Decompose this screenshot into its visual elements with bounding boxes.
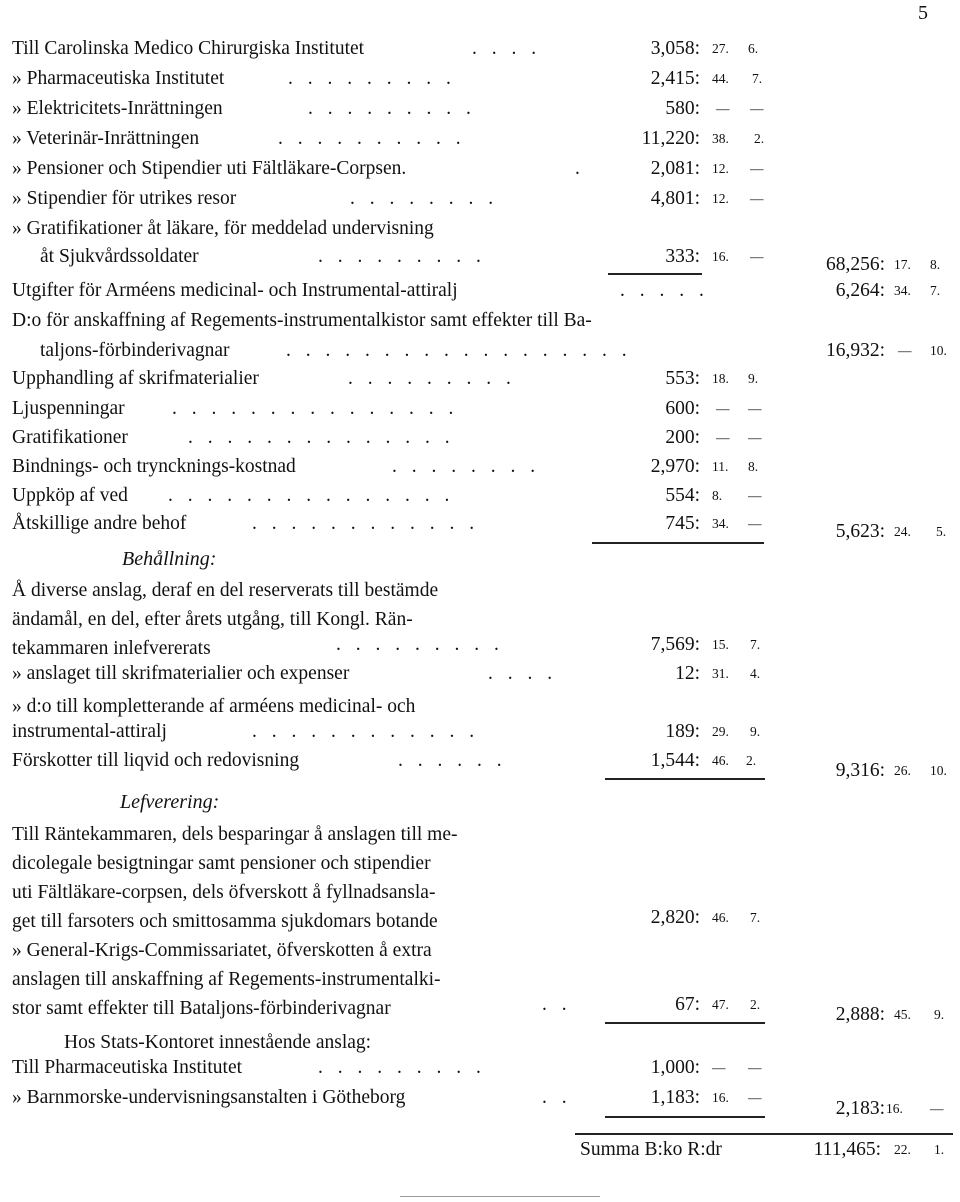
row-leader: .	[575, 158, 585, 179]
ledger-row	[0, 218, 960, 248]
total-skilling: 34.	[894, 283, 911, 298]
row-skilling: 27.	[712, 41, 729, 56]
total-runstycken: 5.	[936, 524, 947, 539]
total-runstycken: 10.	[930, 763, 947, 778]
ledger-row	[0, 398, 960, 428]
row-amount: 189:	[665, 721, 700, 742]
total-skilling: 45.	[894, 1007, 911, 1022]
row-label: Till Carolinska Medico Chirurgiska Institutet	[12, 38, 365, 59]
section-heading-lefverering: Lefverering:	[120, 791, 220, 813]
row-amount: 3,058:	[650, 38, 700, 59]
ledger-row	[0, 456, 960, 486]
row-runstycken: —	[748, 1060, 762, 1075]
row-leader: . . . . . . . . . . . . . . . . . .	[286, 340, 632, 361]
row-amount: 580:	[665, 98, 700, 119]
ledger-row	[0, 634, 960, 664]
row-amount: 2,415:	[650, 68, 700, 89]
row-amount: 1,183:	[650, 1087, 700, 1108]
row-skilling: —	[716, 401, 730, 416]
row-leader: . . . . . . . . .	[318, 1057, 486, 1078]
ledger-row	[0, 663, 960, 693]
row-amount: 1,000:	[650, 1057, 700, 1078]
row-amount: 12:	[675, 663, 700, 684]
row-label: Ljuspenningar	[12, 398, 125, 419]
row-leader: . .	[542, 994, 572, 1015]
ledger-row	[0, 340, 960, 370]
row-runstycken: —	[748, 401, 762, 416]
row-leader: . . . . . . . . . . . . . . .	[168, 485, 455, 506]
row-amount: 2,820:	[650, 907, 700, 928]
row-amount: 7,569:	[650, 634, 700, 655]
row-label: taljons-förbinderivagnar	[40, 340, 230, 361]
row-skilling: 38.	[712, 131, 729, 146]
row-skilling: 16.	[712, 1090, 729, 1105]
lefverering-line: Till Räntekammaren, dels besparingar å anslagen till me-	[12, 824, 458, 845]
behallning-line: Å diverse anslag, deraf en del reserverats till bestämde	[12, 580, 439, 601]
behallning-line: tekammaren inlefvererats	[12, 638, 211, 659]
page-number: 5	[918, 2, 928, 24]
lefverering-line: anslagen till anskaffning af Regements-instrumentalki-	[12, 969, 441, 990]
row-label: » Pharmaceutiska Institutet	[12, 68, 225, 89]
row-runstycken: —	[750, 161, 764, 176]
row-skilling: 18.	[712, 371, 729, 386]
row-label: Bindnings- och tryncknings-kostnad	[12, 456, 296, 477]
row-amount: 2,081:	[650, 158, 700, 179]
row-amount: 1,544:	[650, 750, 700, 771]
row-amount: 200:	[665, 427, 700, 448]
lefverering-line: » General-Krigs-Commissariatet, öfverskotten å extra	[12, 940, 432, 961]
row-skilling: —	[716, 430, 730, 445]
row-runstycken: —	[748, 1090, 762, 1105]
row-leader: . . . . . . . . . .	[278, 128, 466, 149]
total-amount: 16,932:	[825, 340, 885, 361]
row-amount: 553:	[665, 368, 700, 389]
row-label: Upphandling af skrifmaterialier	[12, 368, 259, 389]
row-leader: . . . . . . . . . . . .	[252, 513, 480, 534]
total-row	[0, 760, 960, 790]
row-runstycken: 9.	[750, 724, 761, 739]
row-label: » Elektricitets-Inrättningen	[12, 98, 223, 119]
ledger-row	[0, 128, 960, 158]
row-skilling: —	[712, 1060, 726, 1075]
row-runstycken: 2.	[746, 753, 757, 768]
row-skilling: 31.	[712, 666, 729, 681]
grand-total-skilling: 22.	[894, 1142, 911, 1157]
row-label: » Veterinär-Inrättningen	[12, 128, 200, 149]
row-leader: . . . . . . . . .	[318, 246, 486, 267]
row-label: Gratifikationer	[12, 427, 128, 448]
row-leader: . . . .	[488, 663, 558, 684]
row-runstycken: 2.	[754, 131, 765, 146]
row-label: » Pensioner och Stipendier uti Fältläkare-Corpsen.	[12, 158, 407, 179]
grand-total-amount: 111,465:	[813, 1139, 881, 1160]
row-label: Förskotter till liqvid och redovisning	[12, 750, 300, 771]
row-skilling: 8.	[712, 488, 723, 503]
total-amount: 68,256:	[825, 254, 885, 275]
row-label: » anslaget till skrifmaterialier och expenser	[12, 663, 350, 684]
row-runstycken: 2.	[750, 997, 761, 1012]
row-label: åt Sjukvårdssoldater	[40, 246, 199, 267]
ledger-row	[0, 38, 960, 68]
row-label: D:o för anskaffning af Regements-instrumentalkistor samt effekter till Ba-	[12, 310, 592, 331]
row-runstycken: —	[748, 516, 762, 531]
row-amount: 4,801:	[650, 188, 700, 209]
total-skilling: 17.	[894, 257, 911, 272]
total-skilling: 16.	[886, 1101, 903, 1116]
row-leader: . .	[542, 1087, 572, 1108]
ledger-row	[0, 280, 960, 310]
row-skilling: 16.	[712, 249, 729, 264]
grand-total-row	[0, 1139, 960, 1169]
total-skilling: 24.	[894, 524, 911, 539]
row-label: » Gratifikationer åt läkare, för meddelad undervisning	[12, 218, 434, 239]
total-runstycken: 7.	[930, 283, 941, 298]
row-amount: 11,220:	[641, 128, 700, 149]
total-runstycken: 9.	[934, 1007, 945, 1022]
row-amount: 600:	[665, 398, 700, 419]
row-leader: . . . . . .	[398, 750, 507, 771]
row-skilling: 44.	[712, 71, 729, 86]
section-heading-behallning: Behållning:	[122, 548, 217, 570]
row-label: Utgifter för Arméens medicinal- och Instrumental-attiralj	[12, 280, 458, 301]
ledger-row	[0, 310, 960, 340]
ledger-row	[0, 158, 960, 188]
ledger-row	[0, 907, 960, 937]
row-amount: 333:	[665, 246, 700, 267]
statskontoret-heading: Hos Stats-Kontoret innestående anslag:	[64, 1032, 372, 1053]
behallning-line: » d:o till kompletterande af arméens medicinal- och	[12, 696, 416, 717]
row-amount: 554:	[665, 485, 700, 506]
ledger-row	[0, 485, 960, 515]
lefverering-line: stor samt effekter till Bataljons-förbinderivagnar	[12, 998, 391, 1019]
row-skilling: 15.	[712, 637, 729, 652]
ledger-row	[0, 1057, 960, 1087]
row-runstycken: 4.	[750, 666, 761, 681]
row-skilling: 29.	[712, 724, 729, 739]
row-label: Till Pharmaceutiska Institutet	[12, 1057, 243, 1078]
total-runstycken: 8.	[930, 257, 941, 272]
row-skilling: 47.	[712, 997, 729, 1012]
total-runstycken: —	[930, 1101, 944, 1116]
row-label: Åtskillige andre behof	[12, 513, 187, 534]
row-leader: . . . . . . . . . . . . . .	[188, 427, 455, 448]
total-row	[0, 521, 960, 551]
grand-total-rule	[575, 1133, 953, 1135]
row-leader: . . . .	[472, 38, 542, 59]
total-amount: 2,183:	[835, 1098, 885, 1119]
row-skilling: 46.	[712, 910, 729, 925]
ledger-row	[0, 368, 960, 398]
row-label: » Barnmorske-undervisningsanstalten i Götheborg	[12, 1087, 406, 1108]
total-skilling: —	[898, 343, 912, 358]
bottom-rule	[400, 1196, 600, 1197]
row-leader: . . . . . . . . . . . . . . .	[172, 398, 459, 419]
row-amount: 67:	[675, 994, 700, 1015]
grand-total-runstycken: 1.	[934, 1142, 945, 1157]
row-amount: 2,970:	[650, 456, 700, 477]
row-runstycken: 6.	[748, 41, 759, 56]
grand-total-label: Summa B:ko R:dr	[580, 1139, 722, 1160]
row-skilling: 12.	[712, 161, 729, 176]
row-runstycken: 8.	[748, 459, 759, 474]
row-runstycken: —	[750, 249, 764, 264]
row-leader: . . . . . . . . .	[288, 68, 456, 89]
row-label: instrumental-attiralj	[12, 721, 167, 742]
row-leader: . . . . . . . .	[350, 188, 499, 209]
row-runstycken: 7.	[750, 637, 761, 652]
row-leader: . . . . . . . . .	[336, 634, 504, 655]
total-skilling: 26.	[894, 763, 911, 778]
row-runstycken: 7.	[750, 910, 761, 925]
lefverering-line: get till farsoters och smittosamma sjukdomars botande	[12, 911, 438, 932]
row-label: Uppköp af ved	[12, 485, 128, 506]
row-leader: . . . . . . . . . . . .	[252, 721, 480, 742]
total-amount: 2,888:	[835, 1004, 885, 1025]
ledger-row	[0, 98, 960, 128]
total-runstycken: 10.	[930, 343, 947, 358]
ledger-row	[0, 427, 960, 457]
row-leader: . . . . . . . . .	[308, 98, 476, 119]
lefverering-line: uti Fältläkare-corpsen, dels öfverskott å fyllnadsansla-	[12, 882, 436, 903]
row-leader: . . . . . . . . .	[348, 368, 516, 389]
row-skilling: 34.	[712, 516, 729, 531]
behallning-line: ändamål, en del, efter årets utgång, till Kongl. Rän-	[12, 609, 413, 630]
row-leader: . . . . . . . .	[392, 456, 541, 477]
ledger-row	[0, 188, 960, 218]
row-runstycken: —	[748, 430, 762, 445]
row-runstycken: —	[748, 488, 762, 503]
total-row	[0, 1098, 960, 1128]
total-amount: 9,316:	[835, 760, 885, 781]
row-runstycken: —	[750, 101, 764, 116]
total-amount: 6,264:	[835, 280, 885, 301]
ledger-row	[0, 68, 960, 98]
row-runstycken: 9.	[748, 371, 759, 386]
ledger-row	[0, 721, 960, 751]
row-skilling: 46.	[712, 753, 729, 768]
lefverering-line: dicolegale besigtningar samt pensioner och stipendier	[12, 853, 431, 874]
row-skilling: 11.	[712, 459, 729, 474]
row-amount: 745:	[665, 513, 700, 534]
row-label: » Stipendier för utrikes resor	[12, 188, 237, 209]
row-skilling: —	[716, 101, 730, 116]
row-runstycken: 7.	[752, 71, 763, 86]
total-amount: 5,623:	[835, 521, 885, 542]
row-skilling: 12.	[712, 191, 729, 206]
row-leader: . . . . .	[620, 280, 709, 301]
row-runstycken: —	[750, 191, 764, 206]
